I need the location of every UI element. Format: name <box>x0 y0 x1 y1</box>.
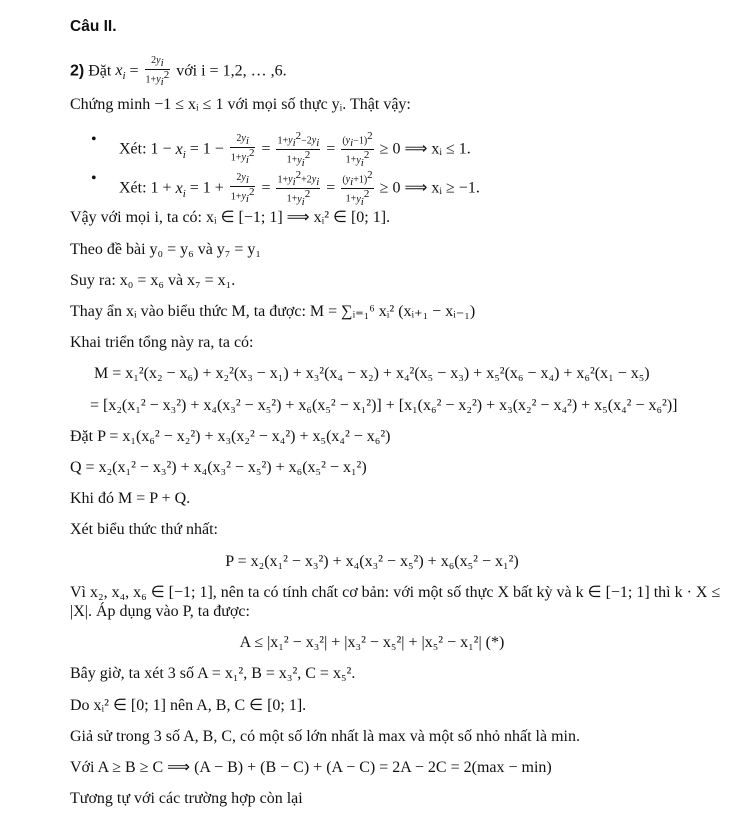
text-line: Suy ra: x₀ = x₆ và x₇ = x₁. <box>70 272 236 289</box>
text-line: Vì x₂, x₄, x₆ ∈ [−1; 1], nên ta có tính chất cơ bản: với một số thực X bất kỳ và k ∈ [−1; 1] thì k · X ≤ <box>70 584 721 601</box>
bullet-dot: • <box>91 131 97 148</box>
text-line: Khi đó M = P + Q. <box>70 490 191 507</box>
equation-m: M = x₁²(x₂ − x₆) + x₂²(x₃ − x₁) + x₃²(x₄ − x₂) + x₄²(x₅ − x₃) + x₅²(x₆ − x₄) + x₆²(x₁ − x₅) <box>94 365 650 382</box>
text-line: Do xᵢ² ∈ [0; 1] nên A, B, C ∈ [0; 1]. <box>70 697 307 714</box>
text-line: Bây giờ, ta xét 3 số A = x₁², B = x₃², C = x₅². <box>70 665 356 682</box>
definition-line: 2) Đặt $x_i$ = $\frac{2y_i}{1+y_i^2}$ với i = 1,2, … ,6. <box>70 55 287 89</box>
define-word: Đặt <box>88 62 112 80</box>
text-line: Theo đề bài y₀ = y₆ và y₇ = y₁ <box>70 241 261 258</box>
text-line: Q = x₂(x₁² − x₃²) + x₄(x₃² − x₅²) + x₆(x₅² − x₁²) <box>70 459 367 476</box>
bullet-2: Xét: $1 + x_i = 1$ + $\frac{2y_i}{1+y_i^2}$ = $\frac{1+y_i^2+2y_i}{1+y_i^2}$ = $\frac{(y_i+1)^2}{1+y_i^2}$ ≥ 0 ⟹ xᵢ ≥ −1. <box>119 169 480 208</box>
equation-p: P = x₂(x₁² − x₃²) + x₄(x₃² − x₅²) + x₆(x₅² − x₁²) <box>225 553 519 570</box>
bullet-1-tail: ≥ 0 ⟹ xᵢ ≤ 1. <box>379 140 471 158</box>
bullet-1: Xét: $1 - x_i = 1$ − $\frac{2y_i}{1+y_i^2}$ = $\frac{1+y_i^2-2y_i}{1+y_i^2}$ = $\frac{(y_i-1)^2}{1+y_i^2}$ ≥ 0 ⟹ xᵢ ≤ 1. <box>119 130 471 169</box>
text-line: Vậy với mọi i, ta có: xᵢ ∈ [−1; 1] ⟹ xᵢ² ∈ [0; 1]. <box>70 209 391 226</box>
text-line: Thay ẩn xᵢ vào biểu thức M, ta được: M = ∑ᵢ₌₁⁶ xᵢ² (xᵢ₊₁ − xᵢ₋₁) <box>70 303 476 320</box>
text-line: Khai triển tổng này ra, ta có: <box>70 334 254 351</box>
text-line: Tương tự với các trường hợp còn lại <box>70 790 303 807</box>
fraction: $\frac{2y_i}{1+y_i^2}$ <box>145 55 170 89</box>
bullet-2-tail: ≥ 0 ⟹ xᵢ ≥ −1. <box>379 179 480 197</box>
part-label: 2) <box>70 62 85 80</box>
claim-line: Chứng minh −1 ≤ xᵢ ≤ 1 với mọi số thực yᵢ. Thật vậy: <box>70 96 411 113</box>
text-line: Với A ≥ B ≥ C ⟹ (A − B) + (B − C) + (A − C) = 2A − 2C = 2(max − min) <box>70 759 552 776</box>
text-line: Đặt P = x₁(x₆² − x₂²) + x₃(x₂² − x₄²) + x₅(x₄² − x₆²) <box>70 428 391 445</box>
equation-m-expanded: = [x₂(x₁² − x₃²) + x₄(x₃² − x₅²) + x₆(x₅² − x₁²)] + [x₁(x₆² − x₂²) + x₃(x₂² − x₄²) + x₅(x₄² − x₆²)] <box>90 397 678 414</box>
define-tail: với i = 1,2, … ,6. <box>176 62 287 80</box>
heading: Câu II. <box>70 18 117 35</box>
text-line: Xét biểu thức thứ nhất: <box>70 521 218 538</box>
equation-star: A ≤ |x₁² − x₃²| + |x₃² − x₅²| + |x₅² − x₁²| (*) <box>239 634 505 651</box>
bullet-dot: • <box>91 170 97 187</box>
text-line: Giả sử trong 3 số A, B, C, có một số lớn nhất là max và một số nhỏ nhất là min. <box>70 728 580 745</box>
text-line: |X|. Áp dụng vào P, ta được: <box>70 603 250 620</box>
